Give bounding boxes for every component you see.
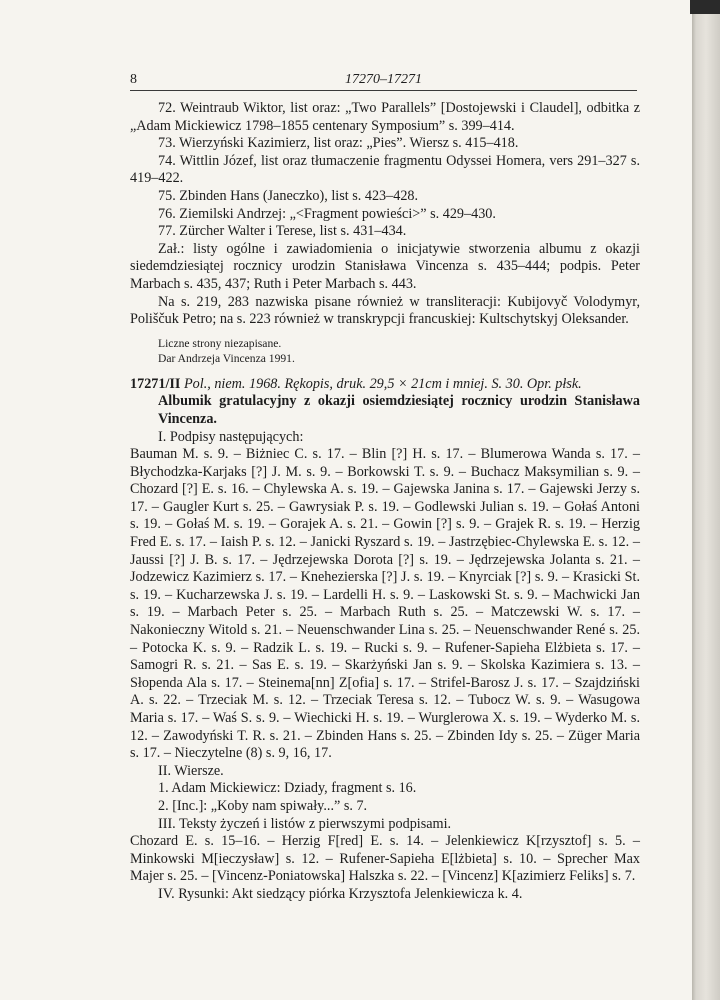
catalog-text <box>130 100 640 904</box>
item-72: 72. Weintraub Wiktor, list oraz: „Two Parallels” [Dostojewski i Claudel], odbitka z „Adam Mickiewicz 1798–1855 centenary Symposium” s. 399–414. <box>130 100 640 134</box>
section-4-drawings: IV. Rysunki: Akt siedzący piórka Krzysztofa Jelenkiewicza k. 4. <box>158 885 523 902</box>
blank-pages-note: Liczne strony niezapisane. <box>158 336 282 350</box>
section-2-item-2: 2. [Inc.]: „Koby nam spiwały...” s. 7. <box>158 797 368 814</box>
spacer <box>130 366 640 376</box>
entry-range: 17270–17271 <box>345 72 422 87</box>
running-header <box>130 72 637 91</box>
page-number: 8 <box>130 72 137 87</box>
entry-title: Albumik gratulacyjny z okazji osiemdziesiątej rocznicy urodzin Stanisława Vincenza. <box>158 393 640 427</box>
donation-note: Dar Andrzeja Vincenza 1991. <box>158 351 295 365</box>
section-3-heading: III. Teksty życzeń i listów z pierwszymi podpisami. <box>158 815 452 832</box>
item-74: 74. Wittlin Józef, list oraz tłumaczenie fragmentu Odyssei Homera, vers 291–327 s. 419–422. <box>130 152 640 187</box>
section-1-signatures: Bauman M. s. 9. – Biżniec C. s. 17. – Blin [?] H. s. 17. – Blumerowa Wanda s. 17. – Błychodzka-Karjaks [?] J. M. s. 9. – Borkowski T. s. 9. – Buchacz Maksymilian s. 9. – Chozard [?] E. s. 16. – Chylewska A. s. 19. – Gajewska Janina s. 17. – Gajewski Jerzy s. 17. – Gaugler Kurt s. 25. – Gawrysiak P. s. 19. – Godlewski Julian s. 19. – Gołaś Antoni s. 19. – Gołaś M. s. 19. – Gorajek A. s. 21. – Gowin [?] s. 9. – Grajek R. s. 19. – Herzig Fred E. s. 17. – Iaish P. s. 12. – Janicki Ryszard s. 19. – Jastrzębiec-Chylewska E. s. 12. – Jaussi [?] J. B. s. 17. – Jędrzejewska Dorota [?] s. 19. – Jędrzejewska Jolanta s. 21. – Jodzewicz Kazimierz s. 17. – Knehezierska [?] J. s. 19. – Knyrciak [?] s. 9. – Krasicki St. s. 19. – Kucharzewska J. s. 19. – Lardelli H. s. 9. – Laskowski St. s. 9. – Machwicki Jan s. 19. – Marbach Peter s. 25. – Marbach Ruth s. 25. – Matczewski W. s. 17. – Nakonieczny Witold s. 21. – Neuenschwander Lina s. 25. – Neuenschwander René s. 25. – Potocka K. s. 9. – Radzik L. s. 19. – Rucki s. 9. – Rufener-Sapieha Elżbieta s. 17. – Samogri R. s. 21. – Sas E. s. 19. – Skarżyński Jan s. 9. – Skolska Kazimiera s. 13. – Słopenda Ala s. 17. – Steinema[nn] Z[ofia] s. 17. – Strifel-Barosz J. s. 17. – Szajdziński A. s. 22. – Trzeciak M. s. 12. – Trzeciak Teresa s. 12. – Tubocz W. s. 9. – Wasugowa Maria s. 17. – Waś S. s. 9. – Wiechicki H. s. 19. – Wurglerowa X. s. 19. – Wyderko M. s. 12. – Zawodyński T. R. s. 21. – Zbinden Hans s. 25. – Zbinden Idy s. 25. – Züger Maria s. 17. – Nieczytelne (8) s. 9, 16, 17. <box>130 446 640 762</box>
item-75: 75. Zbinden Hans (Janeczko), list s. 423–428. <box>158 187 419 204</box>
attachments-note: Zał.: listy ogólne i zawiadomienia o inicjatywie stworzenia albumu z okazji siedemdziesiątej rocznicy urodzin Stanisława Vincenza s. 435–444; podpis. Peter Marbach s. 435, 437; Ruth i Peter Marbach s. 443. <box>130 240 640 292</box>
item-76: 76. Ziemilski Andrzej: „<Fragment powieści>” s. 429–430. <box>158 205 496 222</box>
entry-physical-description: Pol., niem. 1968. Rękopis, druk. 29,5 × 21cm i mniej. S. 30. Opr. płsk. <box>180 375 582 392</box>
section-3-text: Chozard E. s. 15–16. – Herzig F[red] E. s. 14. – Jelenkiewicz K[rzysztof] s. 5. – Minkowski M[ieczysław] s. 12. – Rufener-Sapieha E[lżbieta] s. 10. – Sprecher Max Majer s. 25. – [Vincenz-Poniatowska] Halszka s. 22. – [Vincenz] K[azimierz Feliks] s. 7. <box>130 833 640 885</box>
entry-heading <box>130 376 640 394</box>
spacer <box>130 329 640 336</box>
scan-corner <box>690 0 720 14</box>
transliteration-note: Na s. 219, 283 nazwiska pisane również w transliteracji: Kubijovyč Volodymyr, Poliščuk Petro; na s. 223 również w transkrypcji francuskiej: Kultschytskyj Oleksander. <box>130 293 640 328</box>
entry-number: 17271/II <box>130 375 181 392</box>
item-77: 77. Zürcher Walter i Terese, list s. 431–434. <box>158 223 407 240</box>
binding-edge <box>692 0 720 1000</box>
section-2-heading: II. Wiersze. <box>158 762 224 779</box>
section-2-item-1: 1. Adam Mickiewicz: Dziady, fragment s. 16. <box>158 780 417 797</box>
item-73: 73. Wierzyński Kazimierz, list oraz: „Pies”. Wiersz s. 415–418. <box>158 135 519 152</box>
section-1-heading: I. Podpisy następujących: <box>158 428 304 445</box>
